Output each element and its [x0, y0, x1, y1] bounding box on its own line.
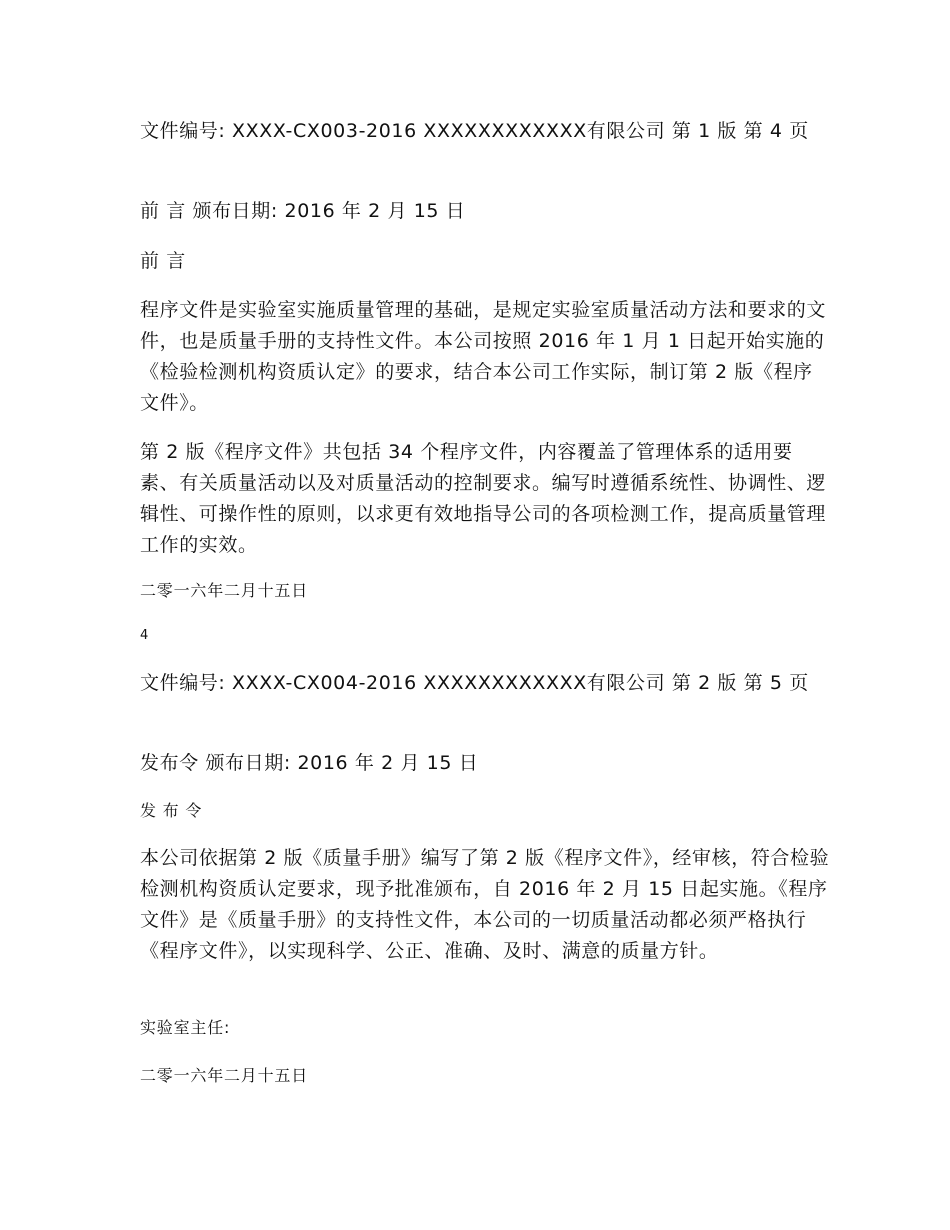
- preface-paragraph-2: 第 2 版《程序文件》共包括 34 个程序文件，内容覆盖了管理体系的适用要素、有关质量活动以及对质量活动的控制要求。编写时遵循系统性、协调性、逻辑性、可操作性的原则，以求更有效地指导公司的各项检测工作，提高质量管理工作的实效。: [140, 441, 827, 556]
- doc-header-1: 文件编号: XXXX-CX003-2016 XXXXXXXXXXXX有限公司 第 1 版 第 4 页: [140, 120, 809, 142]
- doc-header-2: 文件编号: XXXX-CX004-2016 XXXXXXXXXXXX有限公司 第 2 版 第 5 页: [140, 672, 809, 694]
- title-line-1: 前 言 颁布日期: 2016 年 2 月 15 日: [140, 200, 466, 222]
- title-line-2: 发布令 颁布日期: 2016 年 2 月 15 日: [140, 752, 479, 774]
- decree-paragraph: 本公司依据第 2 版《质量手册》编写了第 2 版《程序文件》，经审核，符合检验检测机构资质认定要求，现予批准颁布，自 2016 年 2 月 15 日起实施。《程序文件》是《质量手册》的支持性文件，本公司的一切质量活动都必须严格执行《程序文件》，以实现科学、公正、准确、及时、满意的质量方针。: [140, 847, 830, 962]
- section-heading-decree: 发 布 令: [140, 801, 203, 820]
- page-number: 4: [140, 628, 149, 643]
- preface-paragraph-1: 程序文件是实验室实施质量管理的基础，是规定实验室质量活动方法和要求的文件，也是质量手册的支持性文件。本公司按照 2016 年 1 月 1 日起开始实施的《检验检测机构资质认定》的要求，结合本公司工作实际，制订第 2 版《程序文件》。: [140, 299, 827, 414]
- decree-date: 二零一六年二月十五日: [140, 1066, 309, 1085]
- signatory-label: 实验室主任:: [140, 1018, 231, 1037]
- section-heading-preface: 前 言: [140, 250, 186, 272]
- preface-date: 二零一六年二月十五日: [140, 581, 309, 600]
